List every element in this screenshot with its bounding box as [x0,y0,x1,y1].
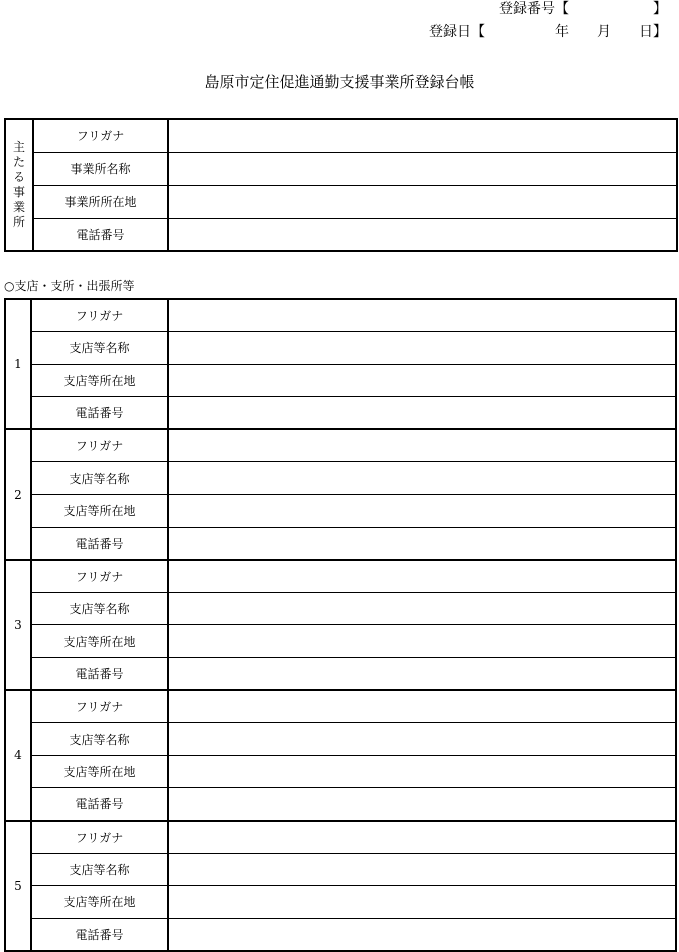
field-label: 支店等所在地 [31,625,168,658]
branch-address-field[interactable] [168,886,676,919]
field-label: フリガナ [31,821,168,854]
field-label: 事業所所在地 [33,185,168,218]
side-label-char: た [12,155,25,169]
field-label: 支店等所在地 [31,364,168,397]
branch-row [5,853,676,886]
branch-row [5,723,676,756]
furigana-field[interactable] [168,299,676,332]
branch-number: 2 [5,429,31,559]
branch-row [5,755,676,788]
branch-row [5,462,676,495]
field-label: 支店等所在地 [31,495,168,528]
field-label: フリガナ [31,429,168,462]
field-label: 支店等所在地 [31,886,168,919]
field-label: 電話番号 [31,918,168,951]
field-label: 支店等名称 [31,853,168,886]
phone-field[interactable] [168,918,676,951]
field-label: 支店等名称 [31,723,168,756]
field-label: 事業所名称 [33,152,168,185]
field-label: フリガナ [33,119,168,152]
side-label-char: 所 [12,215,25,229]
field-label: フリガナ [31,299,168,332]
side-label-char: 業 [12,200,25,214]
registration-date: 登録日【 年 月 日】 [429,24,667,40]
main-office-row-address [5,185,677,218]
main-office-row-phone [5,218,677,251]
phone-field[interactable] [168,527,676,560]
field-label: 電話番号 [31,397,168,430]
furigana-field[interactable] [168,429,676,462]
branch-row [5,429,676,462]
branch-row [5,397,676,430]
branch-name-field[interactable] [168,332,676,365]
branch-row [5,821,676,854]
side-label-char: 事 [12,185,25,199]
field-label: 支店等所在地 [31,755,168,788]
main-office-table [4,118,678,252]
field-label: 電話番号 [31,788,168,821]
branch-row [5,658,676,691]
main-office-row-name [5,152,677,185]
phone-field[interactable] [168,658,676,691]
field-label: 電話番号 [31,658,168,691]
branch-row [5,690,676,723]
branch-name-field[interactable] [168,723,676,756]
branch-row [5,495,676,528]
branch-row [5,332,676,365]
side-label-char: る [12,170,25,184]
branch-number: 1 [5,299,31,429]
main-office-row-furigana [5,119,677,152]
furigana-field[interactable] [168,821,676,854]
field-label: フリガナ [31,560,168,593]
side-label-char: 主 [12,140,25,154]
furigana-field[interactable] [168,560,676,593]
branch-number: 4 [5,690,31,820]
branch-address-field[interactable] [168,495,676,528]
registration-number: 登録番号【 】 [499,1,667,17]
branch-row [5,299,676,332]
phone-field[interactable] [168,788,676,821]
branch-name-field[interactable] [168,853,676,886]
branch-row [5,560,676,593]
office-name-field[interactable] [168,152,677,185]
branch-row [5,788,676,821]
field-label: 支店等名称 [31,462,168,495]
branch-row [5,592,676,625]
branch-address-field[interactable] [168,625,676,658]
branch-address-field[interactable] [168,755,676,788]
phone-field[interactable] [168,397,676,430]
field-label: 電話番号 [31,527,168,560]
branch-section-heading: ○支店・支所・出張所等 [4,279,135,293]
branch-number: 5 [5,821,31,951]
page-title: 島原市定住促進通勤支援事業所登録台帳 [204,73,475,91]
field-label: 支店等名称 [31,332,168,365]
phone-field[interactable] [168,218,677,251]
branch-table [4,298,677,952]
field-label: フリガナ [31,690,168,723]
field-label: 電話番号 [33,218,168,251]
branch-row [5,886,676,919]
main-office-side-label [5,119,33,251]
field-label: 支店等名称 [31,592,168,625]
branch-row [5,625,676,658]
branch-name-field[interactable] [168,592,676,625]
furigana-field[interactable] [168,690,676,723]
branch-row [5,364,676,397]
branch-number: 3 [5,560,31,690]
branch-row [5,527,676,560]
office-address-field[interactable] [168,185,677,218]
branch-name-field[interactable] [168,462,676,495]
branch-row [5,918,676,951]
furigana-field[interactable] [168,119,677,152]
branch-address-field[interactable] [168,364,676,397]
